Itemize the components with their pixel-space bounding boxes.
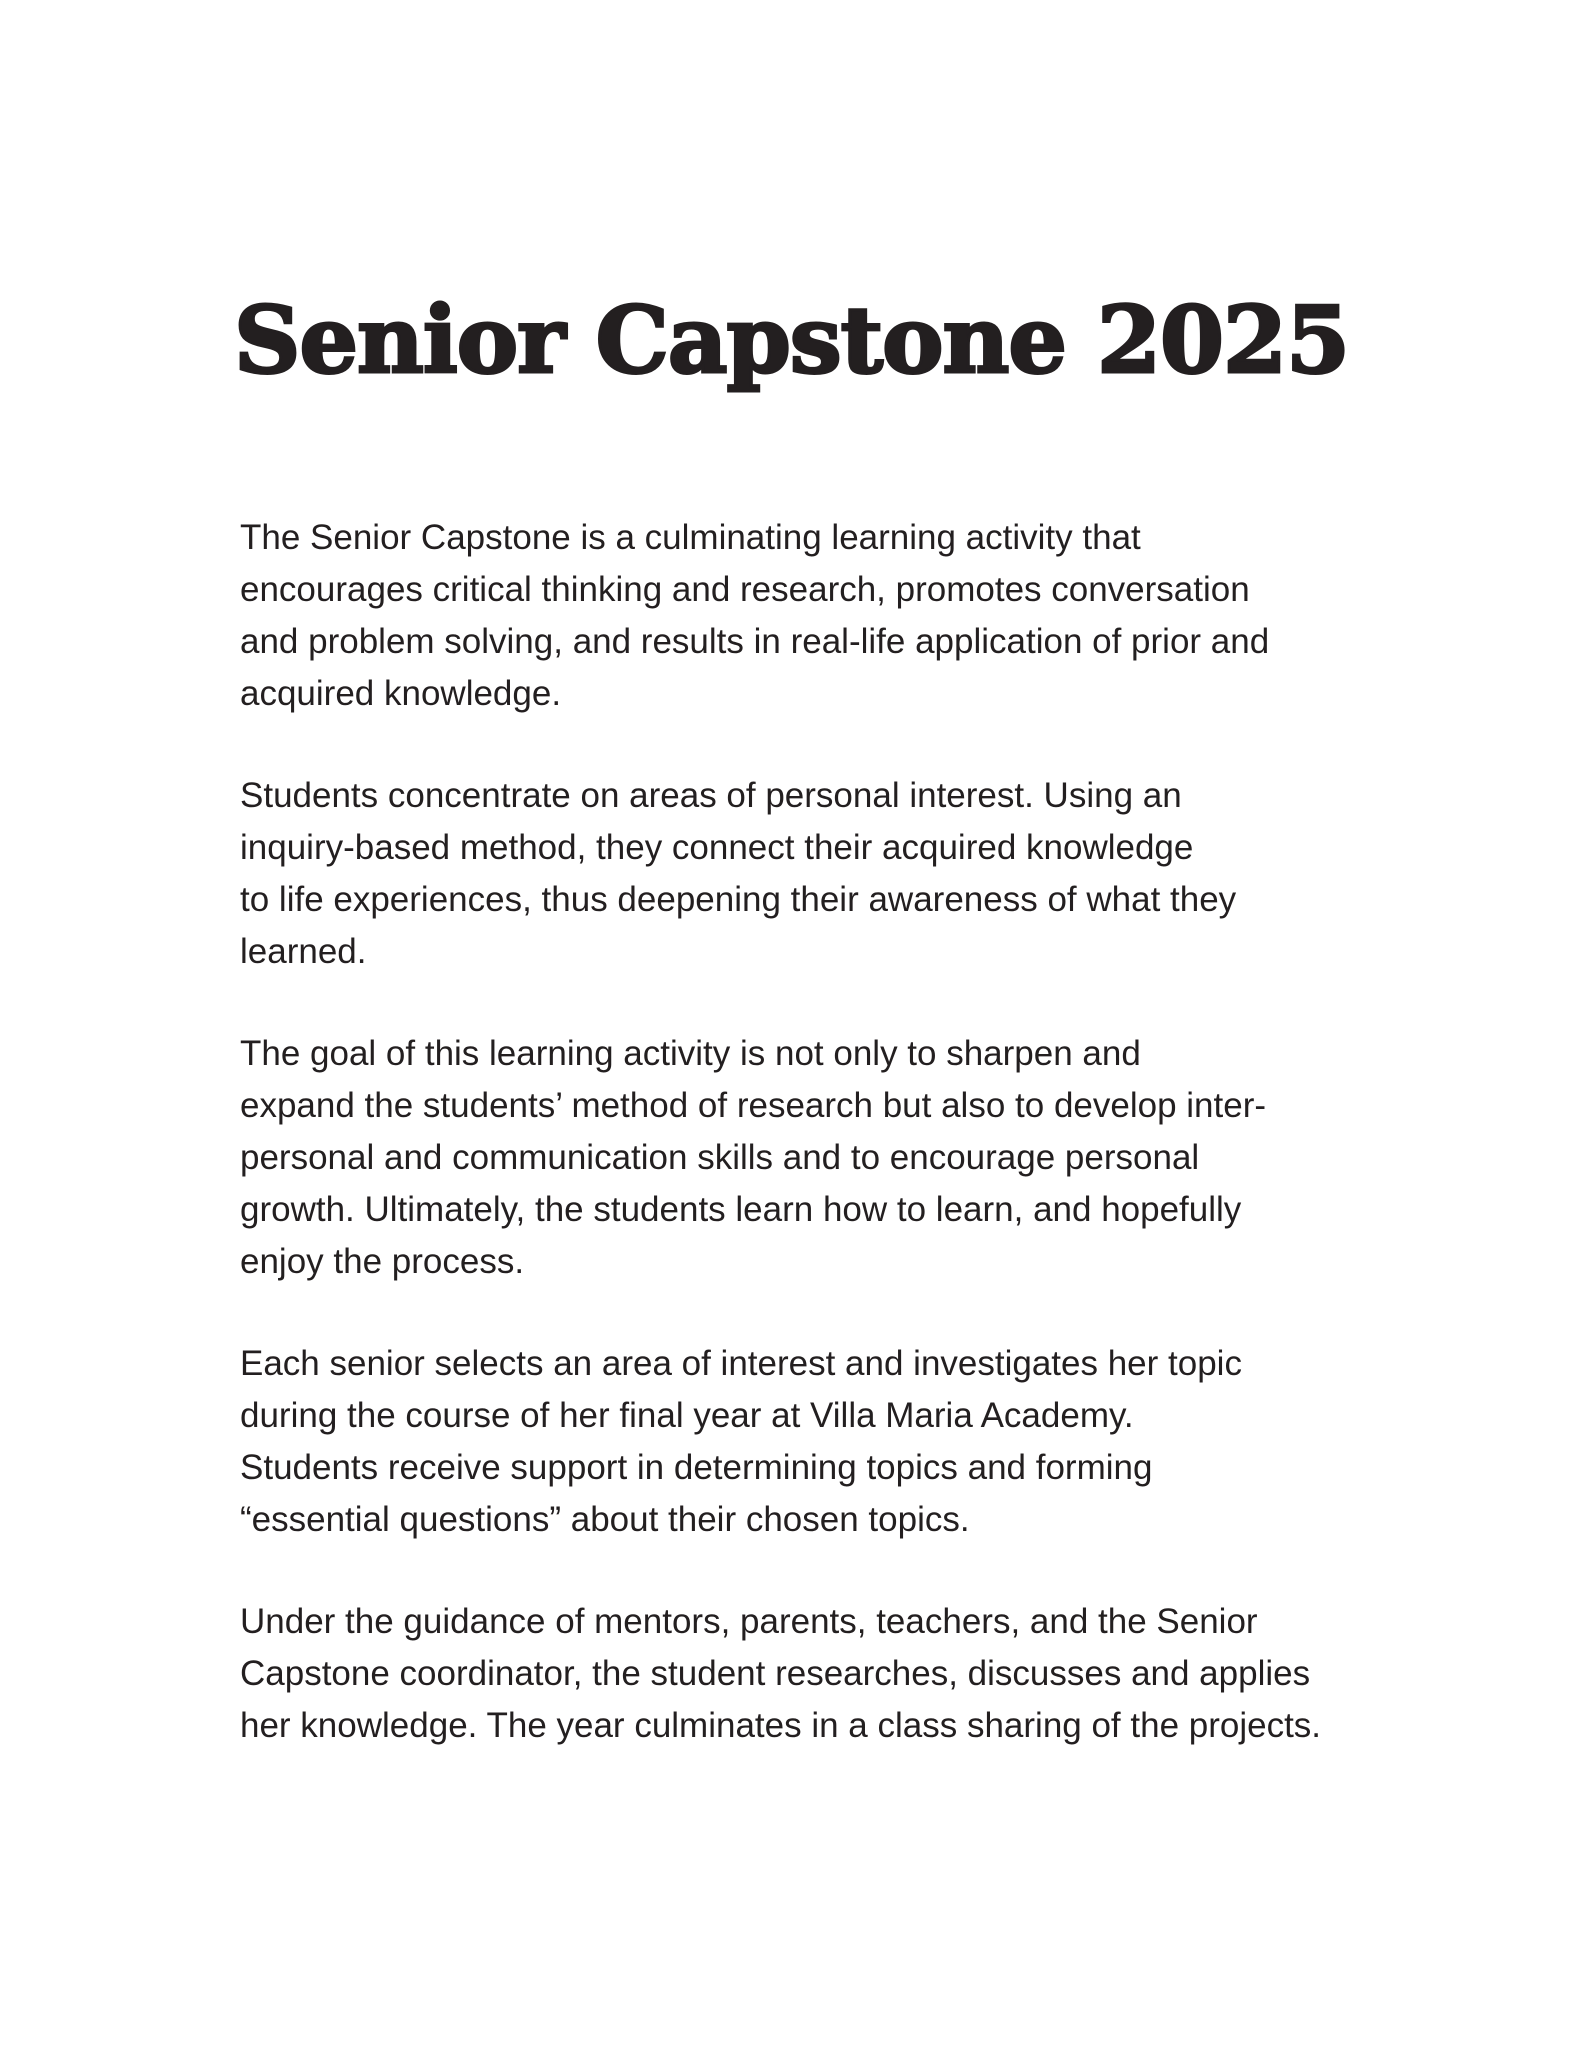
text-line: “essential questions” about their chosen topics. [240, 1500, 970, 1539]
text-line: acquired knowledge. [240, 674, 562, 713]
text-line: to life experiences, thus deepening their awareness of what they [240, 880, 1237, 919]
paragraph-5 [240, 1596, 1380, 1752]
text-line: Capstone coordinator, the student researches, discusses and applies [240, 1654, 1311, 1693]
text-line: her knowledge. The year culminates in a class sharing of the projects. [240, 1706, 1322, 1745]
text-line: during the course of her final year at Villa Maria Academy. [240, 1396, 1134, 1435]
text-line: Students concentrate on areas of personal interest. Using an [240, 776, 1182, 815]
text-line: growth. Ultimately, the students learn how to learn, and hopefully [240, 1190, 1242, 1229]
text-line: Each senior selects an area of interest and investigates her topic [240, 1344, 1242, 1383]
text-line: personal and communication skills and to encourage personal [240, 1138, 1200, 1177]
text-line: The goal of this learning activity is not only to sharpen and [240, 1034, 1141, 1073]
text-line: inquiry-based method, they connect their acquired knowledge [240, 828, 1194, 867]
text-line: Under the guidance of mentors, parents, teachers, and the Senior [240, 1602, 1258, 1641]
text-line: enjoy the process. [240, 1242, 525, 1281]
paragraph-3 [240, 1028, 1380, 1288]
text-line: and problem solving, and results in real-life application of prior and [240, 622, 1270, 661]
text-line: learned. [240, 932, 367, 971]
paragraph-1 [240, 512, 1380, 720]
text-line: The Senior Capstone is a culminating learning activity that [240, 518, 1141, 557]
paragraph-2 [240, 770, 1380, 978]
text-line: expand the students’ method of research but also to develop inter- [240, 1086, 1267, 1125]
page-title: Senior Capstone 2025 [234, 286, 1349, 394]
body-text [240, 512, 1380, 1802]
text-line: Students receive support in determining topics and forming [240, 1448, 1153, 1487]
text-line: encourages critical thinking and research, promotes conversation [240, 570, 1250, 609]
paragraph-4 [240, 1338, 1380, 1546]
